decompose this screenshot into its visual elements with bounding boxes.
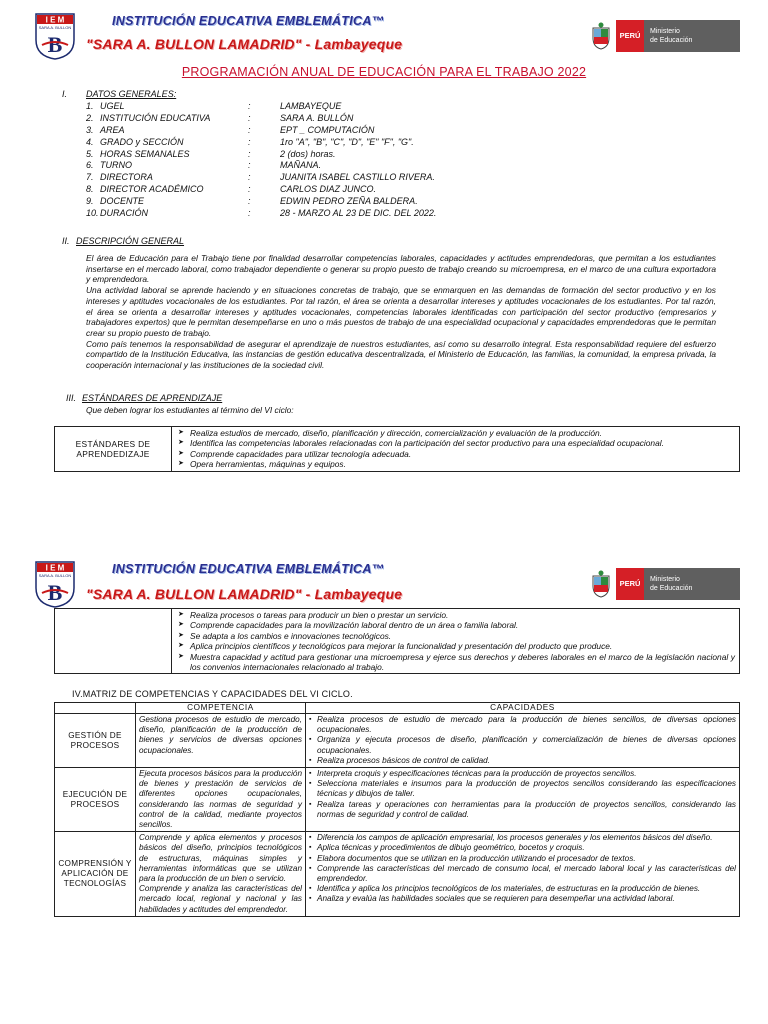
general-data-row (86, 184, 436, 196)
row-number: 2. (86, 112, 94, 123)
matrix-competencia-text: Comprende y aplica elementos y procesos básicos del diseño, principios tecnológicos de estructuras, máquinas simples y herramientas informáticas que se utilizan para la producción de un bien o servicio. (139, 833, 302, 884)
capacidad-item: ▪ Organiza y ejecuta procesos de diseño, planificación y comercialización de bienes de diversas opciones ocupacionales. (317, 735, 736, 755)
institution-name: INSTITUCIÓN EDUCATIVA EMBLEMÁTICA™ (112, 14, 385, 28)
standard-item: ➤ Realiza procesos o tareas para producir un bien o prestar un servicio. (190, 610, 735, 620)
general-data-row (86, 196, 436, 208)
ministry-logo (590, 20, 740, 52)
ministry-logo-2 (590, 568, 740, 600)
row-separator: : (248, 136, 251, 147)
row-value: EDWIN PEDRO ZEÑA BALDERA. (280, 196, 418, 207)
school-crest-logo (34, 12, 76, 60)
capacidad-item: ▪ Realiza procesos de estudio de mercado para la producción de bienes sencillos, de diversas opciones ocupacionales. (317, 715, 736, 735)
matrix-capacidades-cell (306, 714, 740, 768)
matrix-competencia-cell (136, 768, 306, 832)
standard-item: ➤ Identifica las competencias laborales relacionadas con la participación del sector productivo para una especialidad ocupacional. (190, 438, 735, 448)
standards-label-cell-empty (55, 609, 172, 674)
matrix-capacidades-cell (306, 768, 740, 832)
standards-label-cell (55, 427, 172, 472)
row-key: TURNO (100, 160, 132, 171)
school-name-2: "SARA A. BULLON LAMADRID" - Lambayeque (86, 586, 403, 602)
logo-caption: SARA A. BULLON (38, 24, 72, 30)
capacidad-item: ▪ Interpreta croquis y especificaciones técnicas para la producción de proyectos sencillos. (317, 769, 736, 779)
ministry-line-1: Ministerio (650, 28, 680, 35)
document-page-2 (0, 548, 768, 1024)
section-4-heading: IV.MATRIZ DE COMPETENCIAS Y CAPACIDADES DEL VI CICLO. (72, 689, 353, 699)
standards-label-line-1: ESTÁNDARES DE (75, 438, 151, 449)
standards-items-cell (172, 427, 740, 472)
row-value: JUANITA ISABEL CASTILLO RIVERA. (280, 172, 435, 183)
standards-table-part-1 (54, 426, 740, 472)
general-data-list (86, 101, 436, 220)
standard-item: ➤ Realiza estudios de mercado, diseño, planificación y dirección, comercialización y evaluación de la producción. (190, 428, 735, 438)
competencies-matrix (54, 702, 740, 917)
row-value: 2 (dos) horas. (280, 148, 336, 159)
capacidad-item: ▪ Elabora documentos que se utilizan en la producción utilizando el procesador de textos. (317, 854, 736, 864)
row-separator: : (248, 184, 251, 195)
row-separator: : (248, 160, 251, 171)
standard-item: ➤ Opera herramientas, máquinas y equipos. (190, 459, 735, 469)
section-2-title: DESCRIPCIÓN GENERAL (76, 236, 185, 246)
standards-subheading: Que deben lograr los estudiantes al término del VI ciclo: (86, 405, 294, 415)
general-data-row (86, 172, 436, 184)
general-data-row (86, 101, 436, 113)
general-data-row (86, 208, 436, 220)
row-separator: : (248, 148, 251, 159)
matrix-row (55, 768, 740, 832)
standards-table-part-2 (54, 608, 740, 674)
capacidad-item: ▪ Diferencia los campos de aplicación empresarial, los procesos generales y los elementos básicos del diseño. (317, 833, 736, 843)
row-key: DIRECTOR ACADÉMICO (100, 184, 204, 195)
matrix-competencia-text: Ejecuta procesos básicos para la producción de bienes y prestación de servicios de diferentes opciones ocupacionales, considerando las normas de seguridad y control de la calidad, mediante proyectos sencillos. (139, 769, 302, 830)
capacidad-item: ▪ Identifica y aplica los principios tecnológicos de los materiales, de estructuras en la producción de bienes. (317, 884, 736, 894)
row-number: 1. (86, 101, 94, 111)
general-data-row (86, 125, 436, 137)
standards-list-part-2 (176, 610, 735, 672)
row-number: 8. (86, 184, 94, 195)
general-description (86, 253, 716, 371)
standards-list-part-1 (176, 428, 735, 470)
matrix-header-empty (55, 703, 136, 714)
matrix-row (55, 832, 740, 917)
logo-letter-b-2: B (47, 580, 63, 605)
matrix-category: COMPRENSIÓN Y APLICACIÓN DE TECNOLOGÍAS (55, 832, 136, 917)
matrix-header-capacidades: CAPACIDADES (306, 703, 740, 714)
row-number: 9. (86, 196, 94, 207)
row-key: DOCENTE (100, 196, 145, 207)
capacidad-item: ▪ Realiza procesos básicos de control de calidad. (317, 756, 736, 766)
peru-shield-icon (590, 22, 612, 50)
row-number: 5. (86, 148, 94, 159)
row-number: 6. (86, 160, 94, 171)
general-data-row (86, 137, 436, 149)
ministry-line-1-b: Ministerio (650, 576, 680, 583)
section-1-title: DATOS GENERALES: (86, 89, 177, 99)
section-1-heading (62, 89, 176, 99)
school-name: "SARA A. BULLON LAMADRID" - Lambayeque (86, 36, 403, 52)
row-separator: : (248, 101, 251, 111)
page-gap (0, 500, 768, 548)
section-2-roman: II. (62, 236, 70, 246)
capacidad-item: ▪ Realiza tareas y operaciones con herramientas para la producción de proyectos sencillos, considerando las normas de seguridad y control de calidad. (317, 800, 736, 820)
row-value: CARLOS DIAZ JUNCO. (280, 184, 377, 195)
row-value: MAÑANA. (280, 160, 322, 171)
row-key: DIRECTORA (100, 172, 153, 183)
row-value: LAMBAYEQUE (280, 101, 342, 111)
general-data-row (86, 160, 436, 172)
row-separator: : (248, 112, 251, 123)
row-key: DURACIÓN (100, 208, 149, 219)
matrix-competencia-cell (136, 832, 306, 917)
description-paragraph-2: Una actividad laboral se aprende haciendo y en situaciones concretas de trabajo, que se enmarquen en las demandas de formación del sector productivo y en los intereses y aptitudes vocacionales de los estudiantes. Por tal razón, el área se orienta a desarrollar intereses y aptitudes vocacionales de los estudiantes. Por tal razón, el área se orienta a desarrollar intereses y aptitudes vocacionales, competencias laborales identificadas con participación del sector productivo (empresarios y trabajadores expertos) que le permitan desempeñarse en uno o más puestos de trabajo de una especialidad ocupacional y capacidades emprendedoras que le permitan crear su propio puesto de trabajo. (86, 285, 716, 338)
matrix-competencia-text: Gestiona procesos de estudio de mercado, diseño, planificación de la producción de bienes y servicios de diversas opciones ocupacionales. (139, 715, 302, 755)
peru-label-2: PERÚ (616, 568, 644, 600)
row-separator: : (248, 208, 251, 219)
row-key: HORAS SEMANALES (100, 148, 190, 159)
section-2-heading (62, 236, 184, 246)
logo-letters: I E M (45, 15, 65, 25)
row-value: 28 - MARZO AL 23 DE DIC. DEL 2022. (280, 208, 437, 219)
matrix-competencia-text-2: Comprende y analiza las características del mercado local, regional y nacional y las habilidades y actitudes del emprendedor. (139, 884, 302, 914)
document-page-1 (0, 0, 768, 500)
matrix-capacidades-cell (306, 832, 740, 917)
standards-items-cell-2 (172, 609, 740, 674)
row-value: EPT _ COMPUTACIÓN (280, 124, 375, 135)
matrix-category: GESTIÓN DE PROCESOS (55, 714, 136, 768)
ministry-line-2: de Educación (650, 37, 693, 44)
capacidades-list (309, 769, 736, 820)
row-key: UGEL (100, 101, 125, 111)
row-key: AREA (100, 124, 125, 135)
standard-item: ➤ Muestra capacidad y actitud para gestionar una microempresa y ejerce sus derechos y deberes laborales en el marco de la legislación nacional y los convenios internacionales relacionado al trabajo. (190, 652, 735, 673)
matrix-category: EJECUCIÓN DE PROCESOS (55, 768, 136, 832)
general-data-row (86, 113, 436, 125)
logo-caption-2: SARA A. BULLON (38, 572, 72, 578)
row-number: 10. (86, 208, 99, 219)
standard-item: ➤ Comprende capacidades para utilizar tecnología adecuada. (190, 449, 735, 459)
ministry-label-2 (644, 568, 740, 600)
row-value: SARA A. BULLÓN (280, 112, 354, 123)
ministry-label (644, 20, 740, 52)
section-1-roman: I. (62, 89, 68, 99)
institution-name-2: INSTITUCIÓN EDUCATIVA EMBLEMÁTICA™ (112, 562, 385, 576)
standard-item: ➤ Comprende capacidades para la movilización laboral dentro de un área o familia laboral. (190, 620, 735, 630)
standard-item: ➤ Aplica principios científicos y tecnológicos para mejorar la funcionalidad y presentación del producto que produce. (190, 641, 735, 651)
standard-item: ➤ Se adapta a los cambios e innovaciones tecnológicos. (190, 631, 735, 641)
row-separator: : (248, 172, 251, 183)
section-3-heading (66, 393, 222, 403)
row-key: GRADO y SECCIÓN (100, 136, 184, 147)
ministry-line-2-b: de Educación (650, 585, 693, 592)
capacidad-item: ▪ Comprende las características del mercado de consumo local, el mercado laboral local y las características del emprendedor. (317, 864, 736, 884)
description-paragraph-1: El área de Educación para el Trabajo tiene por finalidad desarrollar competencias laborales, capacidades y actitudes emprendedoras, que permitan a los estudiantes insertarse en el mercado laboral, como trabajador dependiente o generar su propio puesto de trabajo creando su microempresa, en el marco de una cultura exportadora y emprendedora. (86, 253, 716, 285)
general-data-row (86, 149, 436, 161)
peru-shield-icon-2 (590, 570, 612, 598)
capacidad-item: ▪ Selecciona materiales e insumos para la producción de proyectos sencillos considerando las especificaciones técnicas y dibujos de taller. (317, 779, 736, 799)
row-number: 3. (86, 124, 94, 135)
capacidades-list (309, 715, 736, 766)
standards-label-line-2: APRENDEDIZAJE (76, 448, 150, 459)
peru-label: PERÚ (616, 20, 644, 52)
row-value: 1ro "A", "B", "C", "D", "E" "F", "G". (280, 136, 414, 147)
row-number: 7. (86, 172, 94, 183)
logo-letter-b: B (47, 32, 63, 57)
capacidad-item: ▪ Aplica técnicas y procedimientos de dibujo geométrico, bocetos y croquis. (317, 843, 736, 853)
row-separator: : (248, 196, 251, 207)
logo-letters-2: I E M (45, 563, 65, 573)
school-crest-logo-2 (34, 560, 76, 608)
capacidades-list (309, 833, 736, 904)
row-number: 4. (86, 136, 94, 147)
section-3-roman: III. (66, 393, 77, 403)
matrix-row (55, 714, 740, 768)
capacidad-item: ▪ Analiza y evalúa las habilidades sociales que se requieren para desempeñar una actividad laboral. (317, 894, 736, 904)
row-separator: : (248, 124, 251, 135)
section-3-title: ESTÁNDARES DE APRENDIZAJE (82, 393, 223, 403)
matrix-competencia-cell (136, 714, 306, 768)
document-title: PROGRAMACIÓN ANUAL DE EDUCACIÓN PARA EL TRABAJO 2022 (181, 65, 587, 79)
page-header-2 (0, 548, 768, 608)
row-key: INSTITUCIÓN EDUCATIVA (100, 112, 211, 123)
matrix-header-competencia: COMPETENCIA (136, 703, 306, 714)
description-paragraph-3: Como país tenemos la responsabilidad de asegurar el aprendizaje de nuestros estudiantes, así como su desarrollo integral. Esta responsabilidad requiere del esfuerzo compartido de la Institución Educativa, las instancias de gestión educativa descentralizada, el Ministerio de Educación, las familias, la comunidad, la empresa privada, la cooperación internacional y las instituciones de la sociedad civil. (86, 338, 716, 371)
page-header (0, 0, 768, 60)
